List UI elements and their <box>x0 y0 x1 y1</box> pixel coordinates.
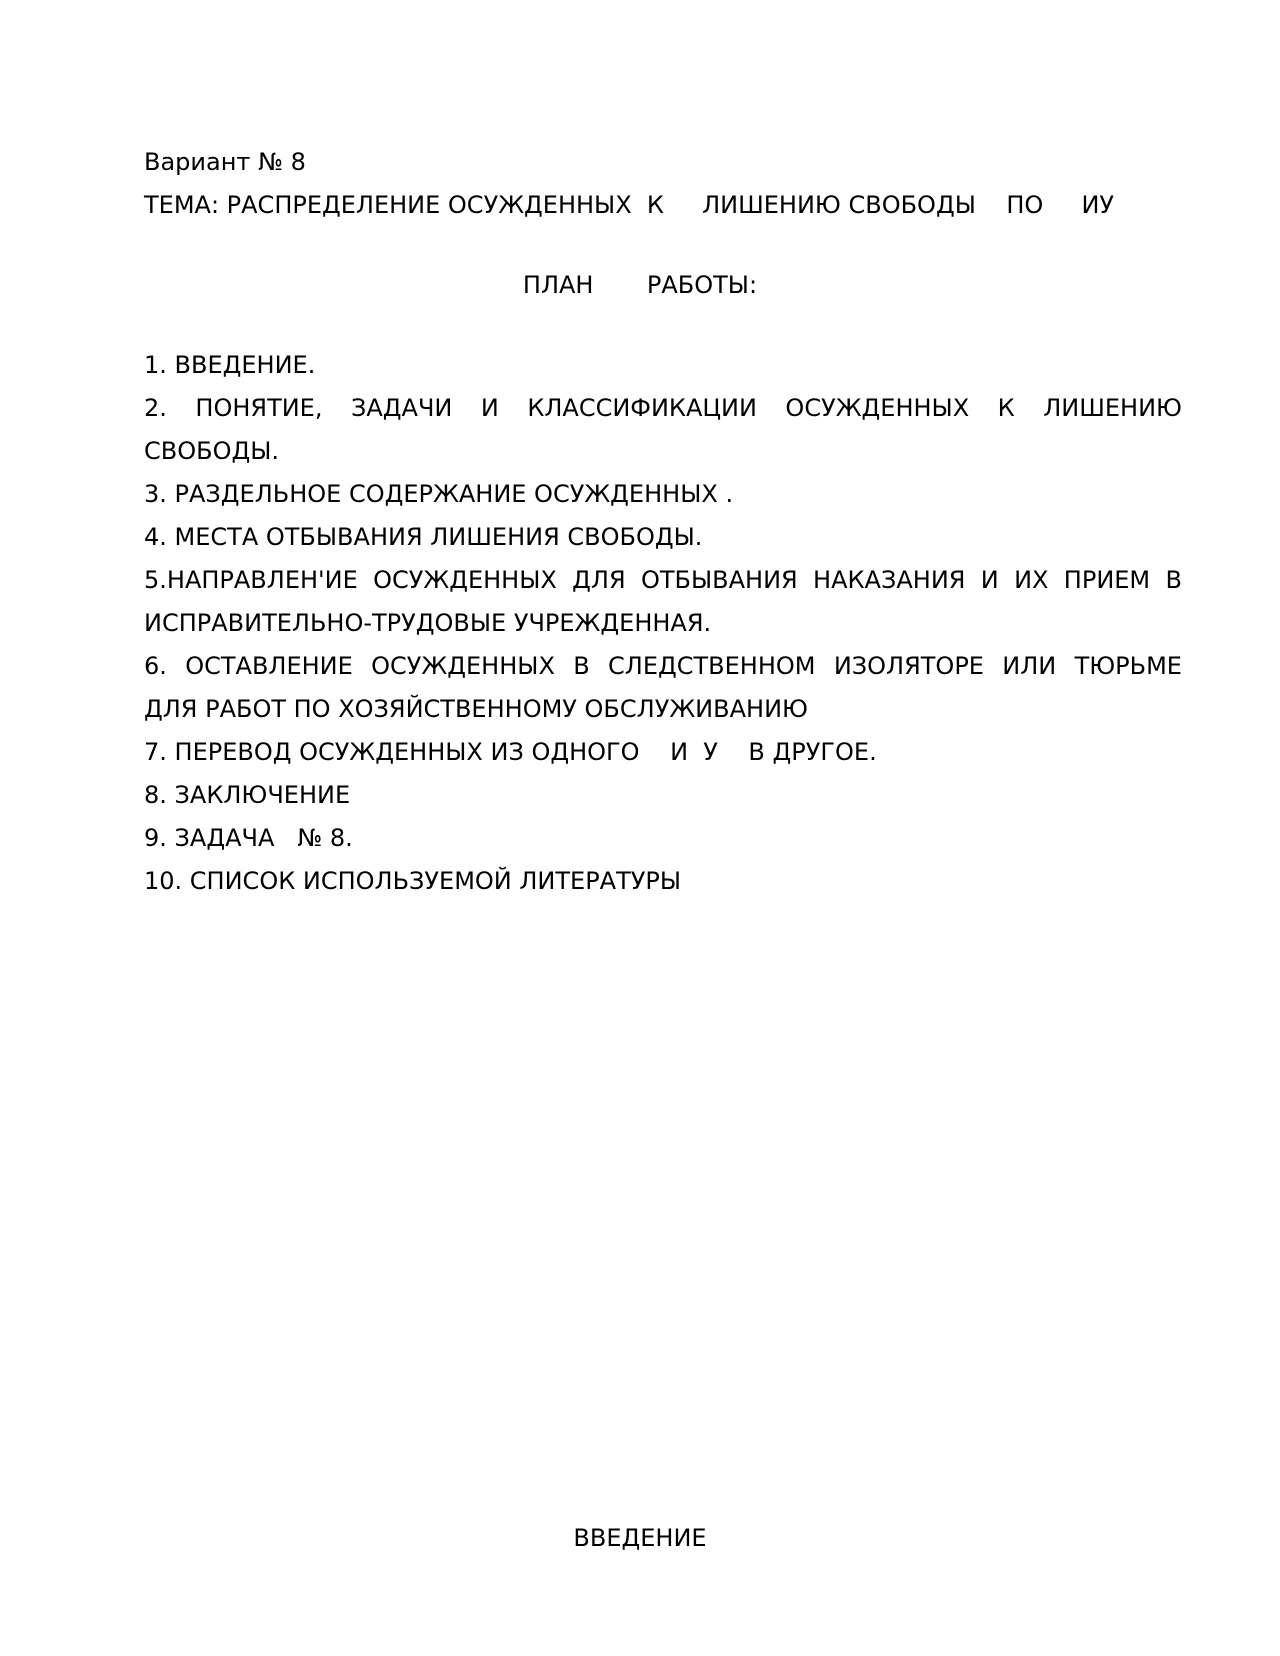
plan-word: ОСУЖДЕННЫХ <box>373 566 557 594</box>
plan-word: И <box>480 394 499 422</box>
plan-item: 10. СПИСОК ИСПОЛЬЗУЕМОЙ ЛИТЕРАТУРЫ <box>144 867 682 895</box>
plan-item: СВОБОДЫ. <box>144 437 280 465</box>
plan-item <box>144 651 1182 681</box>
plan-item: ДЛЯ РАБОТ ПО ХОЗЯЙСТВЕННОМУ ОБСЛУЖИВАНИЮ <box>144 695 808 723</box>
plan-word: ЛИШЕНИЮ <box>1043 394 1182 422</box>
plan-item: 3. РАЗДЕЛЬНОЕ СОДЕРЖАНИЕ ОСУЖДЕННЫХ . <box>144 480 734 508</box>
plan-word: НАКАЗАНИЯ <box>813 566 966 594</box>
plan-word: В <box>573 652 590 680</box>
plan-word: ДЛЯ <box>572 566 626 594</box>
plan-word: И <box>980 566 999 594</box>
section-heading: ВВЕДЕНИЕ <box>573 1524 707 1552</box>
plan-item: 1. ВВЕДЕНИЕ. <box>144 351 316 379</box>
plan-word: ПОНЯТИЕ, <box>195 394 323 422</box>
plan-title: ПЛАН РАБОТЫ: <box>522 271 758 299</box>
plan-word: СЛЕДСТВЕННОМ <box>608 652 816 680</box>
plan-word: ОСУЖДЕННЫХ <box>785 394 970 422</box>
plan-item <box>144 565 1182 595</box>
plan-item <box>144 393 1182 423</box>
plan-word: ЗАДАЧИ <box>350 394 453 422</box>
plan-word: ОТБЫВАНИЯ <box>640 566 798 594</box>
plan-item: 7. ПЕРЕВОД ОСУЖДЕННЫХ ИЗ ОДНОГО И У В ДРУГОЕ. <box>144 738 877 766</box>
plan-word: 6. <box>144 652 167 680</box>
plan-word: ОСУЖДЕННЫХ <box>371 652 555 680</box>
plan-word: К <box>997 394 1015 422</box>
plan-word: 2. <box>144 394 167 422</box>
plan-item: 4. МЕСТА ОТБЫВАНИЯ ЛИШЕНИЯ СВОБОДЫ. <box>144 523 703 551</box>
plan-item: 8. ЗАКЛЮЧЕНИЕ <box>144 781 351 809</box>
plan-word: 5.НАПРАВЛЕН'ИЕ <box>144 566 358 594</box>
topic-line: ТЕМА: РАСПРЕДЕЛЕНИЕ ОСУЖДЕННЫХ К ЛИШЕНИЮ СВОБОДЫ ПО ИУ <box>144 191 1115 219</box>
plan-word: ТЮРЬМЕ <box>1074 652 1182 680</box>
plan-word: ОСТАВЛЕНИЕ <box>185 652 353 680</box>
plan-word: В <box>1165 566 1182 594</box>
plan-word: ИЗОЛЯТОРЕ <box>833 652 984 680</box>
plan-item: ИСПРАВИТЕЛЬНО-ТРУДОВЫЕ УЧРЕЖДЕННАЯ. <box>144 609 712 637</box>
plan-word: ПРИЕМ <box>1063 566 1151 594</box>
plan-word: ИЛИ <box>1002 652 1057 680</box>
plan-word: КЛАССИФИКАЦИИ <box>527 394 757 422</box>
plan-item: 9. ЗАДАЧА № 8. <box>144 824 353 852</box>
variant-label: Вариант № 8 <box>144 148 306 176</box>
plan-word: ИХ <box>1014 566 1049 594</box>
